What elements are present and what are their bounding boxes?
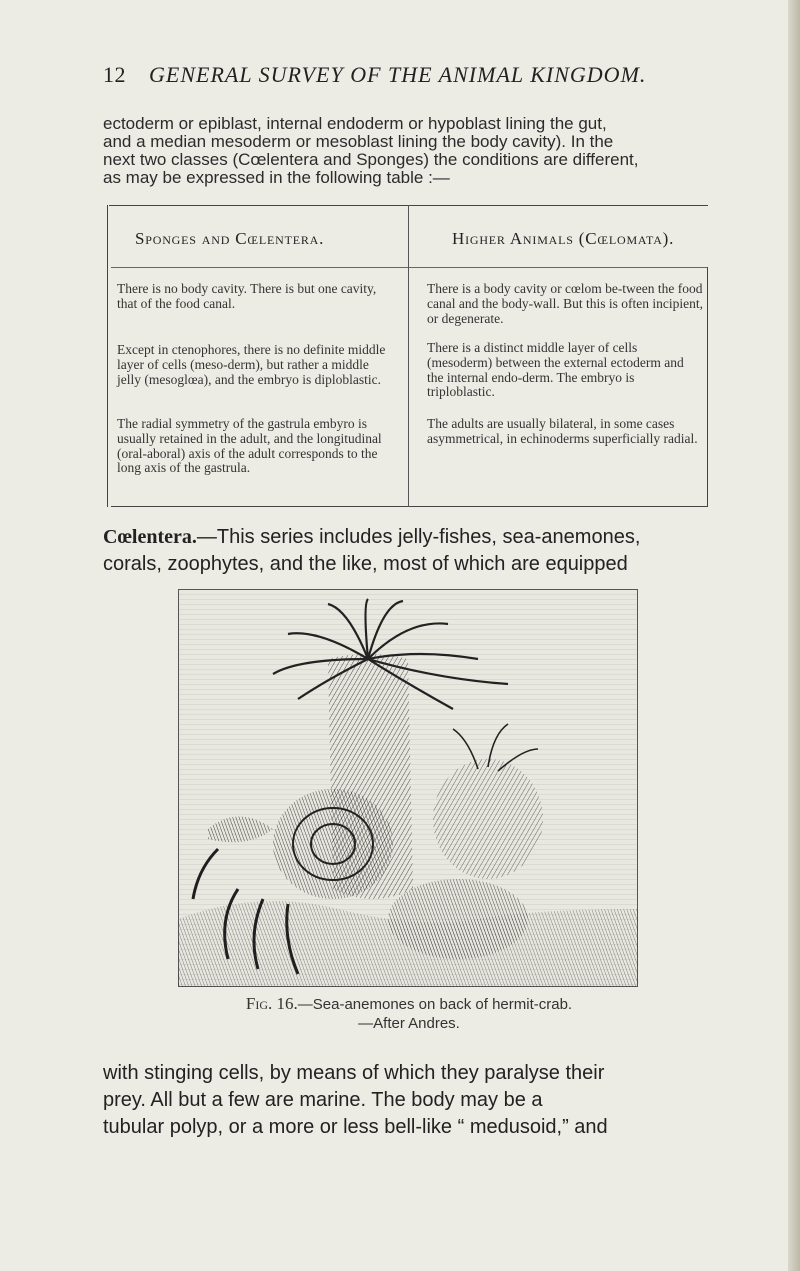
page-number: 12	[103, 62, 126, 87]
table-rule-left	[107, 205, 108, 507]
closing-line: with stinging cells, by means of which they paralyse their	[103, 1062, 605, 1084]
table-header-coelomata: Higher Animals (Cœlomata).	[452, 229, 675, 248]
cell-text: There is a distinct middle layer of cells (mesoderm) between the external ectoderm and the internal endo-derm. The embryo is triploblastic.	[427, 340, 684, 400]
coelentera-paragraph	[103, 524, 715, 578]
table-rule-middle	[408, 205, 409, 507]
figure-label: Fig. 16.	[245, 994, 298, 1013]
closing-line: prey. All but a few are marine. The body may be a	[103, 1089, 543, 1111]
section-line	[103, 524, 715, 551]
comparison-table	[105, 205, 708, 507]
running-title: GENERAL SURVEY OF THE ANIMAL KINGDOM.	[149, 62, 647, 87]
table-cell	[427, 282, 703, 326]
table-header-sponges: Sponges and Cœlentera.	[135, 229, 325, 248]
section-line: corals, zoophytes, and the like, most of which are equipped	[103, 553, 628, 575]
table-cell	[117, 282, 395, 312]
table-cell	[427, 417, 703, 447]
section-lead: Cœlentera.	[103, 526, 197, 548]
intro-line: ectoderm or epiblast, internal endoderm or hypoblast lining the gut,	[103, 114, 607, 133]
intro-line: and a median mesoderm or mesoblast lining the body cavity). In the	[103, 132, 614, 151]
section-line-text: —This series includes jelly-fishes, sea-anemones,	[196, 526, 641, 548]
cell-text: There is no body cavity. There is but one cavity, that of the food canal.	[117, 281, 377, 311]
table-cell	[117, 417, 395, 476]
figure-caption	[103, 994, 715, 1033]
table-rule-bottom	[111, 506, 708, 507]
intro-line: as may be expressed in the following table :—	[103, 168, 450, 187]
cell-text: Except in ctenophores, there is no definite middle layer of cells (meso-derm), but rather a middle jelly (mesoglœa), and the embryo is diploblastic.	[117, 342, 386, 387]
table-cell	[427, 341, 703, 400]
caption-line	[103, 994, 715, 1014]
cell-text: There is a body cavity or cœlom be-tween the food canal and the body-wall. But this is often incipient, or degenerate.	[427, 281, 703, 326]
caption-text: —Sea-anemones on back of hermit-crab.	[297, 996, 573, 1013]
closing-line: tubular polyp, or a more or less bell-like “ medusoid,” and	[103, 1116, 608, 1138]
intro-line: next two classes (Cœlentera and Sponges) the conditions are different,	[103, 150, 639, 169]
table-rule-right	[707, 267, 708, 507]
table-rule-header	[111, 267, 708, 268]
sea-anemone-hermit-crab-illustration	[178, 589, 638, 987]
figure-engraving	[178, 589, 638, 987]
cell-text: The radial symmetry of the gastrula embyro is usually retained in the adult, and the longitudinal (oral-aboral) axis of the adult corresponds to the long axis of the gastrula.	[117, 416, 382, 476]
caption-line: —After Andres.	[358, 1015, 460, 1032]
closing-paragraph	[103, 1060, 715, 1141]
page-edge-shadow	[788, 0, 800, 1271]
cell-text: The adults are usually bilateral, in some cases asymmetrical, in echinoderms superficially radial.	[427, 416, 698, 446]
intro-paragraph	[103, 115, 715, 187]
table-cell	[117, 343, 395, 387]
